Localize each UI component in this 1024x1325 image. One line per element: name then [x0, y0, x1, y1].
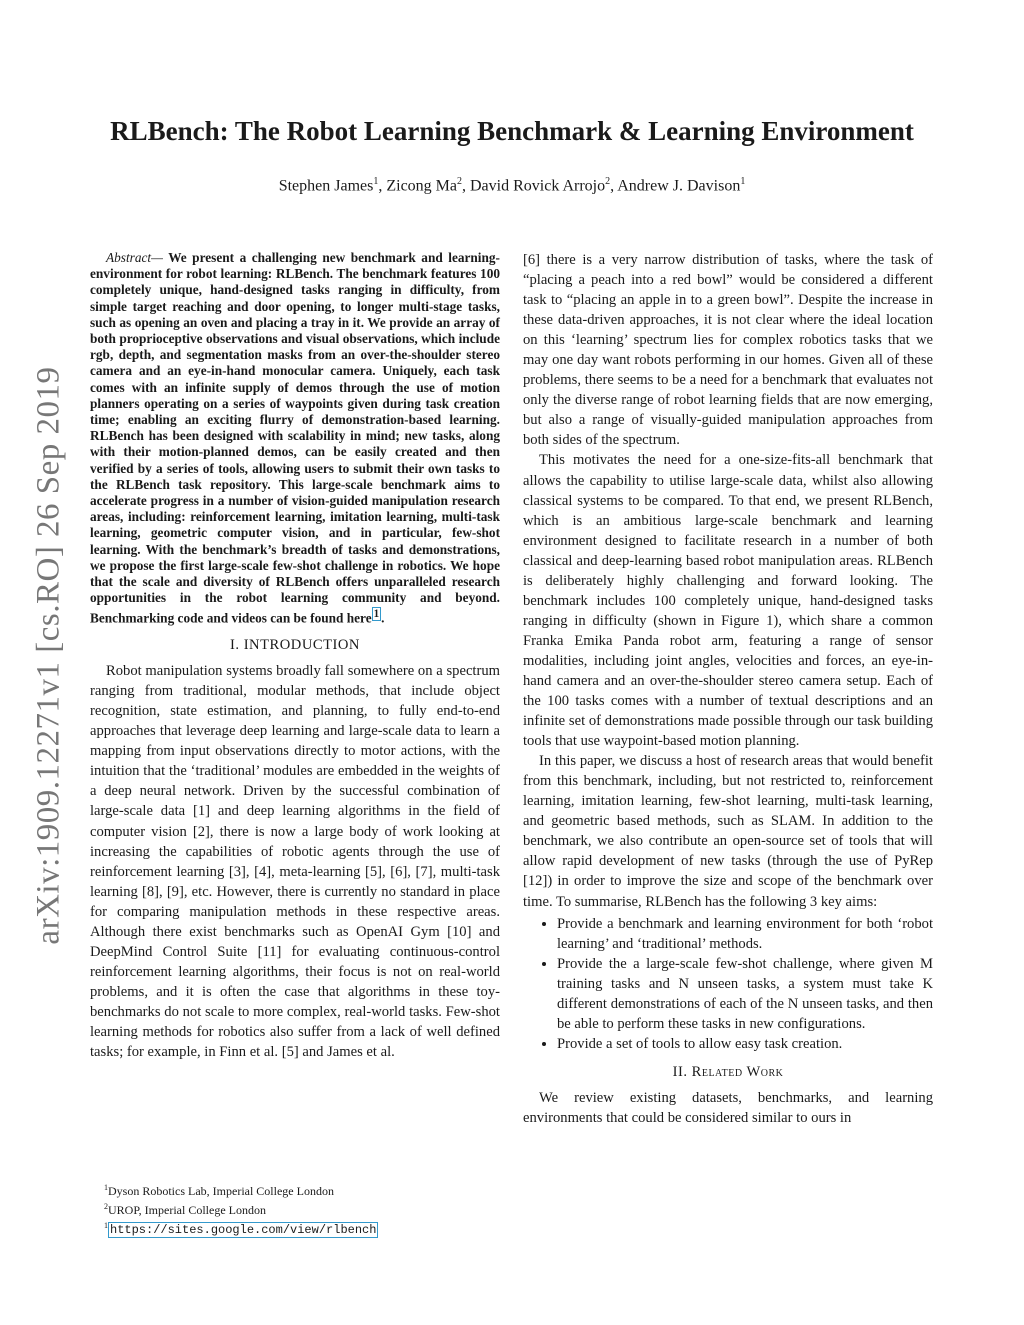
intro-paragraph-1-continued: [6] there is a very narrow distribution of tasks, where the task of “placing a peach into a red bowl” would be considered a different task to “placing an apple in to a green bowl”. Despite the increase in these data-driven approaches, it is not clear where the ideal location on this ‘learning’ spectrum lies for complex robotics tasks that we may one day want robots performing in our homes. Given all of these problems, there seems to be a need for a benchmark that evaluates not only the diverse range of robot learning fields that are now emerging, but also a range of visually-guided manipulation approaches from both sides of the spectrum.: [523, 252, 933, 449]
intro-paragraph-2: This motivates the need for a one-size-fits-all benchmark that allows the capability to utilise large-scale data, whilst also allowing classical systems to be compared. To that end, we present RLBench, which is an ambitious large-scale benchmark and learning environment designed to facilitate research in a number of both classical and deep-learning based robot manipulation areas. RLBench is deliberately highly challenging and forward looking. The benchmark includes 100 completely unique, hand-designed tasks ranging in difficulty (shown in Figure 1), which share a common Franka Emika Panda robot arm, featuring a range of sensor modalities, including joint angles, velocities and forces, an eye-in-hand camera and an over-the-shoulder stereo camera setup. Each of the 100 tasks comes with a number of textual descriptions and an infinite set of demonstrations made possible through our task building tools that use waypoint-based motion planning.: [523, 452, 933, 750]
author-name: Andrew J. Davison: [617, 177, 741, 195]
abstract: Abstract— We present a challenging new benchmark and learning-environment for robot learning: RLBench. The benchmark features 100 completely unique, hand-designed tasks ranging in difficulty, from simple target reaching and door opening, to longer multi-stage tasks, such as opening an oven and placing a tray in it. We provide an array of both proprioceptive observations and visual observations, which include rgb, depth, and segmentation masks from an over-the-shoulder stereo camera and an eye-in-hand monocular camera. Uniquely, each task comes with an infinite supply of demos through the use of motion planners operating on a series of waypoints given during task creation time; enabling an exciting flurry of demonstration-based learning. RLBench has been designed with scalability in mind; new tasks, along with their motion-planned demos, can be easily created and then verified by a series of tools, allowing users to submit their own tasks to the RLBench task repository. This large-scale benchmark aims to accelerate progress in a number of vision-guided manipulation research areas, including: reinforcement learning, imitation learning, multi-task learning, geometric computer vision, and in particular, few-shot learning. With the benchmark’s breadth of tasks and demonstrations, we propose the first large-scale few-shot challenge in robotics. We hope that the scale and diversity of RLBench offers unparalleled research opportunities in the robot learning community and beyond. Benchmarking code and videos can be found here $^1$ .: [90, 250, 500, 626]
project-url-link[interactable]: https://sites.google.com/view/rlbench: [110, 1223, 377, 1237]
footnote-2: $^2$UROP, Imperial College London: [104, 1202, 266, 1217]
affiliation-mark: 2: [605, 176, 611, 187]
author-name: Stephen James: [278, 177, 374, 195]
list-item: • Provide a benchmark and learning environment for both ‘robot learning’ and ‘traditional’ methods.: [557, 914, 933, 954]
section-heading-introduction: I. INTRODUCTION: [230, 637, 360, 654]
author-name: Zicong Ma: [386, 177, 457, 195]
affiliation-mark: 2: [457, 176, 462, 187]
list-item: • Provide a set of tools to allow easy task creation.: [557, 1034, 933, 1054]
affiliation-mark: 1: [373, 176, 379, 187]
right-column: [523, 250, 933, 1128]
footnote-3: $^1$ https://sites.google.com/view/rlbench: [104, 1221, 377, 1237]
intro-paragraph-3: In this paper, we discuss a host of research areas that would benefit from this benchmark, including, but not restricted to, reinforcement learning, imitation learning, few-shot learning, multi-task learning, and geometric based methods, such as SLAM. In addition to the benchmark, we also contribute an open-source set of tools that will allow rapid development of new tasks (through the use of PyRep [12]) in order to improve the size and scope of the benchmark over time. To summarise, RLBench has the following 3 key aims:: [523, 753, 933, 910]
list-item: • Provide the a large-scale few-shot challenge, where given M training tasks and N unseen tasks, a system must take K different demonstrations of each of the N unseen tasks, and then be able to perform these tasks in new configurations.: [557, 954, 933, 1034]
footnote-link[interactable]: 1: [373, 608, 380, 621]
section-heading-related-work: II. Related Work: [672, 1063, 784, 1080]
arxiv-id-text: arXiv:1909.12271v1 [cs.RO] 26 Sep 2019: [30, 365, 67, 945]
paper-title: RLBench: The Robot Learning Benchmark & Learning Environment: [110, 116, 914, 146]
abstract-lead: Abstract: [106, 250, 152, 265]
key-aims-list: [523, 914, 933, 1054]
footnotes: [104, 1180, 504, 1238]
footnote-1: $^1$Dyson Robotics Lab, Imperial College London: [104, 1183, 334, 1198]
arxiv-sidebar-id: [20, 360, 78, 950]
author-name: David Rovick Arrojo: [470, 177, 606, 195]
abstract-text: We present a challenging new benchmark and learning-environment for robot learning: RLBench. The benchmark features 100 completely unique, hand-designed tasks ranging in difficulty, from simple target reaching and door opening, to longer multi-stage tasks, such as opening an oven and placing a tray in it. We provide an array of both proprioceptive observations and visual observations, which include rgb, depth, and segmentation masks from an over-the-shoulder stereo camera and an eye-in-hand monocular camera. Uniquely, each task comes with an infinite supply of demos through the use of motion planners operating on a series of waypoints given during task creation time; enabling an exciting flurry of demonstration-based learning. RLBench has been designed with scalability in mind; new tasks, along with their motion-planned demos, can be easily created and then verified by a series of tools, allowing users to submit their own tasks to the RLBench task repository. This large-scale benchmark aims to accelerate progress in a number of vision-guided manipulation research areas, including: reinforcement learning, imitation learning, multi-task learning, geometric computer vision, and in particular, few-shot learning. With the benchmark’s breadth of tasks and demonstrations, we propose the first large-scale few-shot challenge in robotics. We hope that the scale and diversity of RLBench offers unparalleled research opportunities in the robot learning community and beyond. Benchmarking code and videos can be found here: [90, 250, 500, 626]
related-work-paragraph-1: We review existing datasets, benchmarks, and learning environments that could be considered similar to ours in: [523, 1089, 933, 1126]
left-column: [90, 250, 500, 1062]
intro-paragraph-1: Robot manipulation systems broadly fall somewhere on a spectrum ranging from traditional, modular methods, that include object recognition, state estimation, and planning, to fully end-to-end approaches that leverage deep learning and large-scale data to learn a mapping from input observations directly to motor actions, with the intuition that the ‘traditional’ modules are embedded in the weights of a deep neural network. Driven by the successful combination of large-scale data [1] and deep learning algorithms in the field of computer vision [2], there is now a large body of work looking at increasing the capabilities of robotic agents through the use of reinforcement learning [3], [4], meta-learning [5], [6], [7], multi-task learning [8], [9], etc. However, there is currently no standard in place for comparing manipulation methods in these respective areas. Although there exist benchmarks such as OpenAI Gym [10] and DeepMind Control Suite [11] for evaluating continuous-control reinforcement learning algorithms, their focus is not on real-world problems, and it is often the case that algorithms in these toy-benchmarks do not scale to more complex, real-world tasks. Few-shot learning methods for robotics also suffer from a lack of well defined tasks; for example, in Finn et al. [5] and James et al.: [90, 663, 500, 1061]
author-list: Stephen James$^1$, Zicong Ma$^2$, David Rovick Arrojo$^2$, Andrew J. Davison$^1$: [278, 176, 746, 195]
affiliation-mark: 1: [740, 176, 746, 187]
